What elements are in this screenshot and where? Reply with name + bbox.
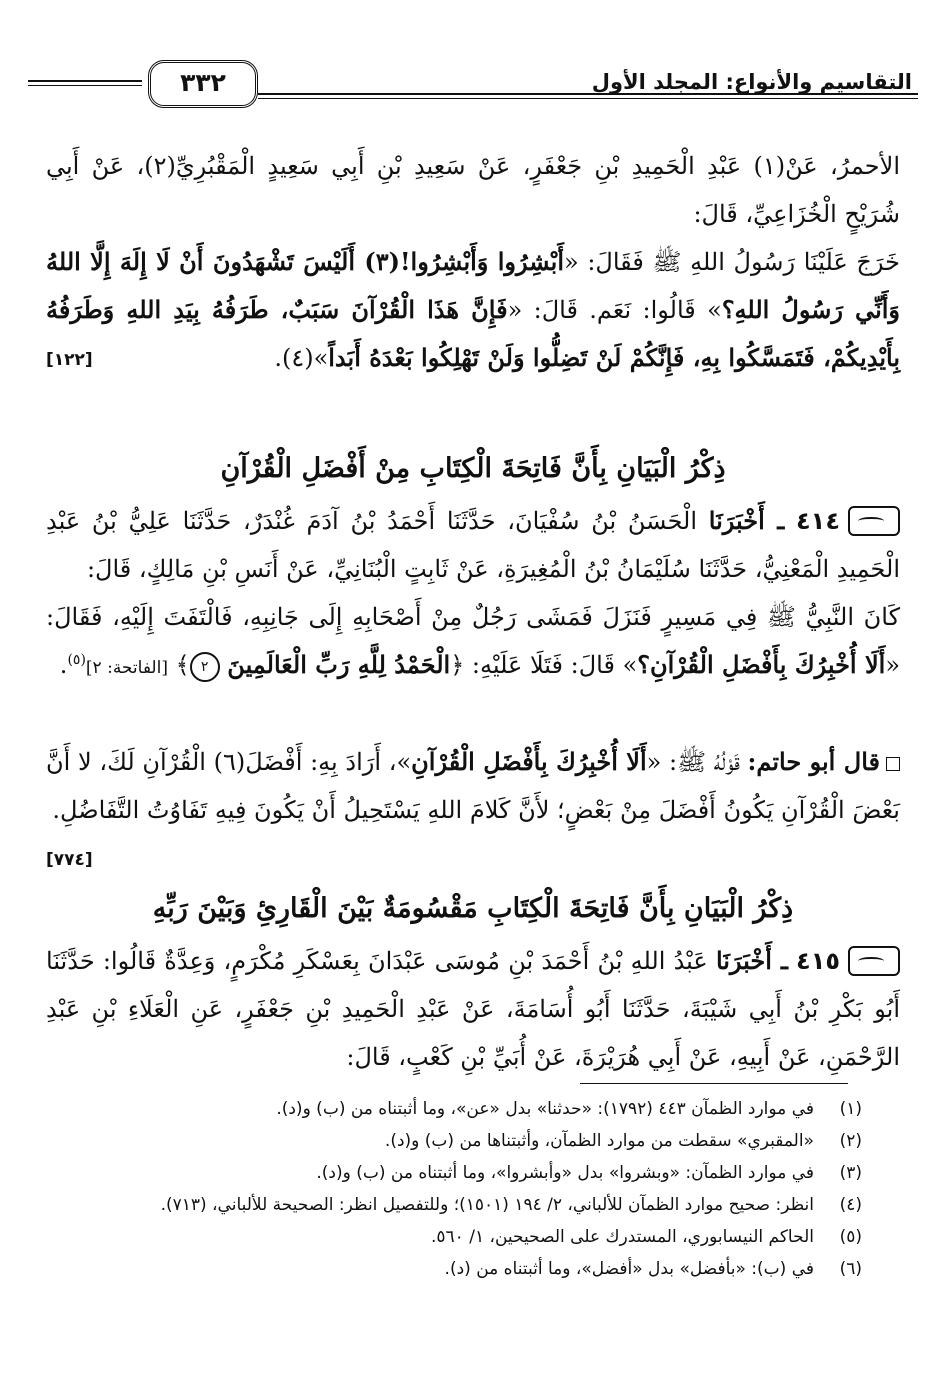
matn-mid: » قَالَ: فَتَلَا عَلَيْهِ: ﴿ [450, 651, 638, 679]
hadith-number: ٤١٤ [796, 507, 840, 535]
footnote-text: في موارد الظمآن ٤٤٣ (١٧٩٢): «حدثنا» بدل «عن»، وما أثبتناه من (ب) و(د). [276, 1099, 814, 1119]
abu-hatim-comment [46, 738, 900, 884]
comment-lead: قَوْلُهُ ﷺ: « [646, 748, 740, 776]
paragraph-text: الأحمرُ، عَنْ(١) عَبْدِ الْحَمِيدِ بْنِ جَعْفَرٍ، عَنْ سَعِيدِ بْنِ أَبِي سَعِيدٍ الْمَقْبُرِيِّ(٢)، عَنْ أَبِي شُرَيْحٍ الْخُزَاعِيِّ، قَالَ: [46, 152, 901, 228]
comment-square-icon [886, 757, 900, 771]
footnote-text: انظر: صحيح موارد الظمآن للألباني، ٢/ ١٩٤ (١٥٠١)؛ وللتفصيل انظر: الصحيحة للألباني، (٧١٣). [160, 1195, 814, 1215]
paragraph-isnad-continuation [46, 142, 900, 238]
footnote [46, 1127, 862, 1155]
comment-quote: أَلَا أُخْبِرُكَ بِأَفْضَلِ الْقُرْآنِ [411, 747, 647, 776]
matn-quote: أَبْشِرُوا وَأَبْشِرُوا!(٣) أَلَيْسَ تَشْهَدُونَ أَنْ لَا إِلَهَ إِلَّا اللهُ وَأَنِّي رَسُولُ اللهِ؟ [46, 247, 900, 324]
footnote [46, 1095, 862, 1123]
hadith-marker-icon [848, 506, 900, 536]
footnote-text: في (ب): «بأفضل» بدل «أفضل»، وما أثبتناه من (د). [444, 1259, 814, 1279]
footnote-mark: (٦) [839, 1259, 862, 1279]
hadith-reference: [٧٧٤] [46, 850, 93, 870]
running-title: التقاسيم والأنواع: المجلد الأول [591, 70, 912, 94]
footnote-mark: (٥) [839, 1227, 862, 1247]
footnote-marker: (٥) [67, 652, 86, 668]
header-rule [28, 80, 142, 86]
isnad-text: الْحَسَنُ بْنُ سُفْيَانَ، حَدَّثَنَا أَحْمَدُ بْنُ آدَمَ غُنْدَرٌ، حَدَّثَنَا عَلِيُّ بْنُ عَبْدِ الْحَمِيدِ الْمَعْنِيُّ، حَدَّثَنَا سُلَيْمَانُ بْنُ الْمُغِيرَةِ، عَنْ ثَابِتٍ الْبُنَانِيِّ، عَنْ أَنَسِ بْنِ مَالِكٍ، قَالَ: [46, 507, 900, 583]
header-rule [258, 93, 918, 99]
verse-number: ٢ [200, 658, 209, 675]
akhbarana-label: ـ أَخْبَرَنَا [715, 946, 788, 975]
footnote [46, 1223, 862, 1251]
footnote-mark: (٣) [839, 1163, 862, 1183]
comment-label: قال أبو حاتم: [747, 747, 880, 776]
verse-end-icon [190, 652, 220, 682]
footnote-mark: (٢) [839, 1131, 862, 1151]
hadith-414 [46, 497, 900, 593]
footnote-text: «المقبري» سقطت من موارد الظمآن، وأثبتناها من (ب) و(د). [384, 1131, 814, 1151]
footnote-mark: (١) [839, 1099, 862, 1119]
footnote-text: الحاكم النيسابوري، المستدرك على الصحيحين، ١/ ٥٦٠. [431, 1227, 814, 1247]
section-heading: ذِكْرُ الْبَيَانِ بِأَنَّ فَاتِحَةَ الْكِتَابِ مَقْسُومَةٌ بَيْنَ الْقَارِئِ وَبَيْنَ رَبِّهِ [152, 893, 794, 924]
footnote-mark: (٤) [839, 1195, 862, 1215]
comment-body: »، أَرَادَ بِهِ: أَفْضَلَ(٦) الْقُرْآنِ لَكَ، لا أَنَّ بَعْضَ الْقُرْآنِ يَكُونُ أَفْضَلَ مِنْ بَعْضٍ؛ لأَنَّ كَلامَ اللهِ يَسْتَحِيلُ أَنْ يَكُونَ فِيهِ تَفَاوُتُ التَّفَاضُلِ. [46, 748, 900, 824]
page-number-frame [148, 60, 258, 108]
footnote-text: في موارد الظمآن: «وبشروا» بدل «وأبشروا»، وما أثبتناه من (ب) و(د). [316, 1163, 814, 1183]
verse-reference: [الفاتحة: ٢] [85, 658, 168, 678]
isnad-text: عَبْدُ اللهِ بْنُ أَحْمَدَ بْنِ مُوسَى عَبْدَانَ بِعَسْكَرِ مُكْرَمٍ، وَعِدَّةٌ قَالُوا: حَدَّثَنَا أَبُو بَكْرِ بْنُ أَبِي شَيْبَةَ، حَدَّثَنَا أَبُو أُسَامَةَ، عَنْ عَبْدِ الْحَمِيدِ بْنِ جَعْفَرٍ، عَنِ الْعَلَاءِ بْنِ عَبْدِ الرَّحْمَنِ، عَنْ أَبِيهِ، عَنْ أَبِي هُرَيْرَةَ، عَنْ أُبَيِّ بْنِ كَعْبٍ، قَالَ: [46, 947, 900, 1071]
section-heading: ذِكْرُ الْبَيَانِ بِأَنَّ فَاتِحَةَ الْكِتَابِ مِنْ أَفْضَلِ الْقُرْآنِ [220, 453, 726, 484]
matn-lead: خَرَجَ عَلَيْنَا رَسُولُ اللهِ ﷺ فَقَالَ: « [564, 248, 900, 276]
hadith-414-matn: كَانَ النَّبِيُّ ﷺ فِي مَسِيرٍ فَنَزَلَ فَمَشَى رَجُلٌ مِنْ أَصْحَابِهِ إِلَى جَانِبِهِ، فَالْتَفَتَ إِلَيْهِ، فَقَالَ: «أَلَا أُخْبِرُكَ بِأَفْضَلِ الْقُرْآنِ؟» قَالَ: فَتَلَا عَلَيْهِ: ﴿الْحَمْدُ لِلَّهِ رَبِّ الْعَالَمِينَ ٢﴾ [الفاتحة: ٢]$^{(٥)}$. [46, 593, 900, 692]
page-number: ٣٣٢ [180, 68, 226, 97]
footnote-separator [580, 1083, 848, 1084]
matn-lead: كَانَ النَّبِيُّ ﷺ فِي مَسِيرٍ فَنَزَلَ فَمَشَى رَجُلٌ مِنْ أَصْحَابِهِ إِلَى جَانِبِهِ، فَالْتَفَتَ إِلَيْهِ، فَقَالَ: « [46, 603, 900, 679]
hadith-number: ٤١٥ [796, 947, 840, 975]
page-header [28, 60, 918, 132]
footnote [46, 1159, 862, 1187]
matn-quote: أَلَا أُخْبِرُكَ بِأَفْضَلِ الْقُرْآنِ؟ [637, 650, 886, 679]
footnotes [46, 1095, 862, 1283]
akhbarana-label: ـ أَخْبَرَنَا [708, 506, 785, 535]
matn-quote: فَإِنَّ هَذَا الْقُرْآنَ سَبَبٌ، طَرَفُهُ بِيَدِ اللهِ وَطَرَفُهُ بِأَيْدِيكُمْ، فَتَمَسَّكُوا بِهِ، فَإِنَّكُمْ لَنْ تَضِلُّوا وَلَنْ تَهْلِكُوا بَعْدَهُ أَبَداً [46, 295, 900, 372]
hadith-marker-icon [848, 946, 900, 976]
paragraph-hadith-matn [46, 238, 900, 384]
footnote [46, 1191, 862, 1219]
footnote [46, 1255, 862, 1283]
matn-mid: » قَالُوا: نَعَم. قَالَ: « [507, 296, 722, 324]
hadith-reference: [١٢٢] [46, 350, 93, 370]
matn-tail: »(٤). [274, 344, 329, 372]
hadith-415 [46, 937, 900, 1081]
quran-verse: الْحَمْدُ لِلَّهِ رَبِّ الْعَالَمِينَ [227, 650, 451, 679]
